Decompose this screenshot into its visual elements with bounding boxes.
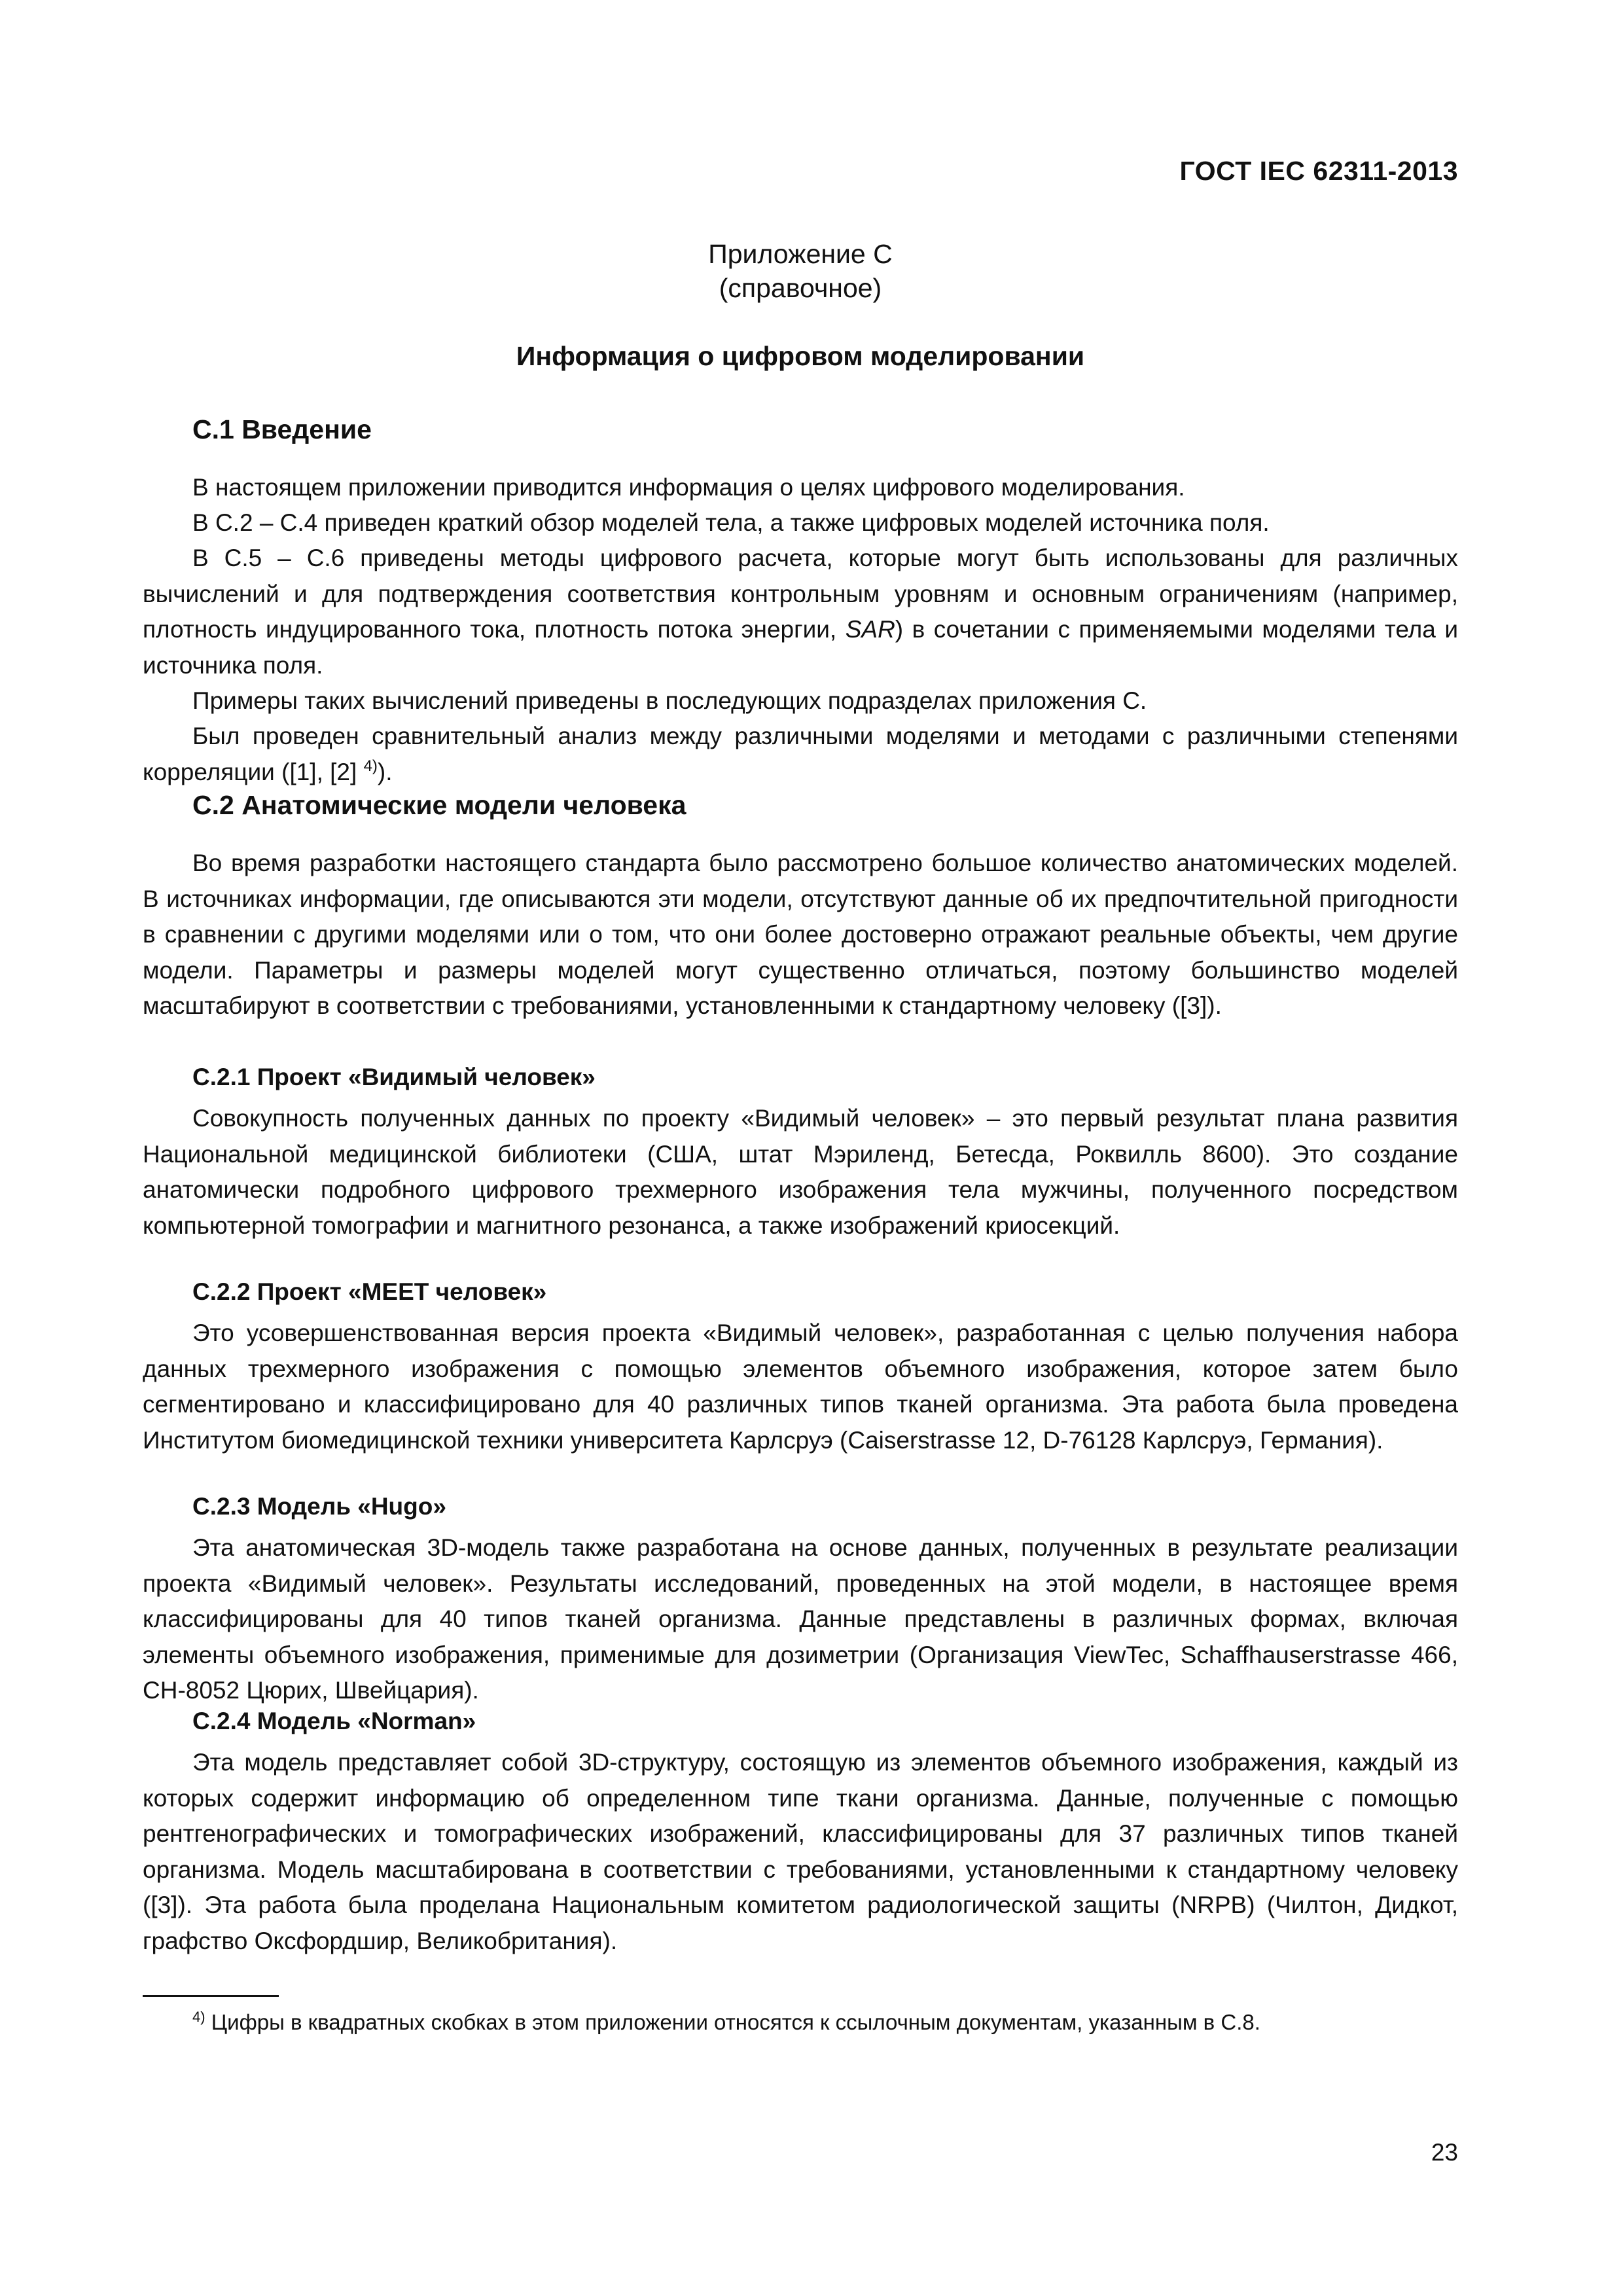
section-c1-title: С.1 Введение — [192, 414, 372, 444]
section-c2-paragraph-1: Во время разработки настоящего стандарта было рассмотрено большое количество анатомических моделей. В источниках информации, где описываются эти модели, отсутствуют данные об их предпочтительной пригодности в сравнении с другими моделями или о том, что они более достоверно отражают реальные объекты, чем другие модели. Параметры и размеры моделей могут существенно отличаться, поэтому большинство моделей масштабируют в соответствии с требованиями, установленными к стандартному человеку ([3]). — [143, 850, 1458, 1019]
section-c1-paragraph-3-end: ) в сочетании с применяемыми моделями тела и источника поля. — [143, 616, 1458, 679]
section-c2-title: С.2 Анатомические модели человека — [192, 790, 687, 820]
section-c1-paragraph-5-text: Был проведен сравнительный анализ между различными моделями и методами с различными степенями корреляции ([1], [2] — [143, 723, 1458, 785]
subsection-c24-text: Эта модель представляет собой 3D-структуру, состоящую из элементов объемного изображения, каждый из которых содержит информацию об определенном типе ткани организма. Данные, полученные с помощью рентгенографических и томографических изображений, классифицированы для 37 различных типов тканей организма. Модель масштабирована в соответствии с требованиями, установленными к стандартному человеку ([3]). Эта работа была проделана Национальным комитетом радиологической защиты (NRPB) (Чилтон, Дидкот, графство Оксфордшир, Великобритания). — [143, 1749, 1458, 1954]
footnote-divider — [143, 1995, 279, 1997]
subsection-c24-title: С.2.4 Модель «Norman» — [192, 1708, 476, 1734]
section-c1-paragraph-5 — [143, 719, 1458, 790]
subsection-c21-title: С.2.1 Проект «Видимый человек» — [192, 1064, 596, 1090]
footnote — [192, 2008, 1260, 2037]
section-c1-paragraph-3-text: В С.5 – С.6 приведены методы цифрового расчета, которые могут быть использованы для различных вычислений и для подтверждения соответствия контрольным уровням и основным ограничениям (например, плотность индуцированного тока, плотность потока энергии, — [143, 545, 1458, 643]
annex-heading: Информация о цифровом моделировании — [516, 341, 1085, 371]
subsection-c22-text: Это усовершенствованная версия проекта «Видимый человек», разработанная с целью получения набора данных трехмерного изображения с помощью элементов объемного изображения, которое затем было сегментировано и классифицировано для 40 различных типов тканей организма. Эта работа была проведена Институтом биомедицинской техники университета Карлсруэ (Caiserstrasse 12, D-76128 Карлсруэ, Германия). — [143, 1319, 1458, 1454]
subsection-c23-title: С.2.3 Модель «Hugo» — [192, 1493, 446, 1520]
page-number: 23 — [1431, 2139, 1458, 2166]
footnote-text: Цифры в квадратных скобках в этом приложении относятся к ссылочным документам, указанным в С.8. — [205, 2010, 1260, 2034]
subsection-c21-text: Совокупность полученных данных по проекту «Видимый человек» – это первый результат плана развития Национальной медицинской библиотеки (США, штат Мэриленд, Бетесда, Роквилль 8600). Это создание анатомически подробного цифрового трехмерного изображения тела мужчины, полученного посредством компьютерной томографии и магнитного резонанса, а также изображений криосекций. — [143, 1105, 1458, 1239]
subsection-c22-title: С.2.2 Проект «MEET человек» — [192, 1278, 547, 1305]
section-c1-paragraph-2: В С.2 – С.4 приведен краткий обзор моделей тела, а также цифровых моделей источника поля. — [192, 509, 1270, 536]
annex-subtitle: (справочное) — [719, 273, 882, 303]
footnote-marker: 4) — [192, 2009, 205, 2025]
document-code: ГОСТ IEC 62311-2013 — [1179, 156, 1458, 186]
section-c1-paragraph-1: В настоящем приложении приводится информация о целях цифрового моделирования. — [192, 474, 1185, 501]
annex-title: Приложение С — [708, 239, 893, 269]
sar-term: SAR — [845, 616, 895, 643]
section-c1-paragraph-3 — [143, 541, 1458, 683]
subsection-c23-text: Эта анатомическая 3D-модель также разработана на основе данных, полученных в результате реализации проекта «Видимый человек». Результаты исследований, проведенных на этой модели, в настоящее время классифицированы для 40 типов тканей организма. Данные представлены в различных формах, включая элементы объемного изображения, применимые для дозиметрии (Организация ViewTec, Schaffhauserstrasse 466, CH-8052 Цюрих, Швейцария). — [143, 1534, 1458, 1704]
section-c1-paragraph-5-end: ). — [377, 758, 393, 785]
footnote-reference: 4) — [363, 757, 378, 775]
section-c1-paragraph-4: Примеры таких вычислений приведены в последующих подразделах приложения С. — [192, 687, 1147, 714]
